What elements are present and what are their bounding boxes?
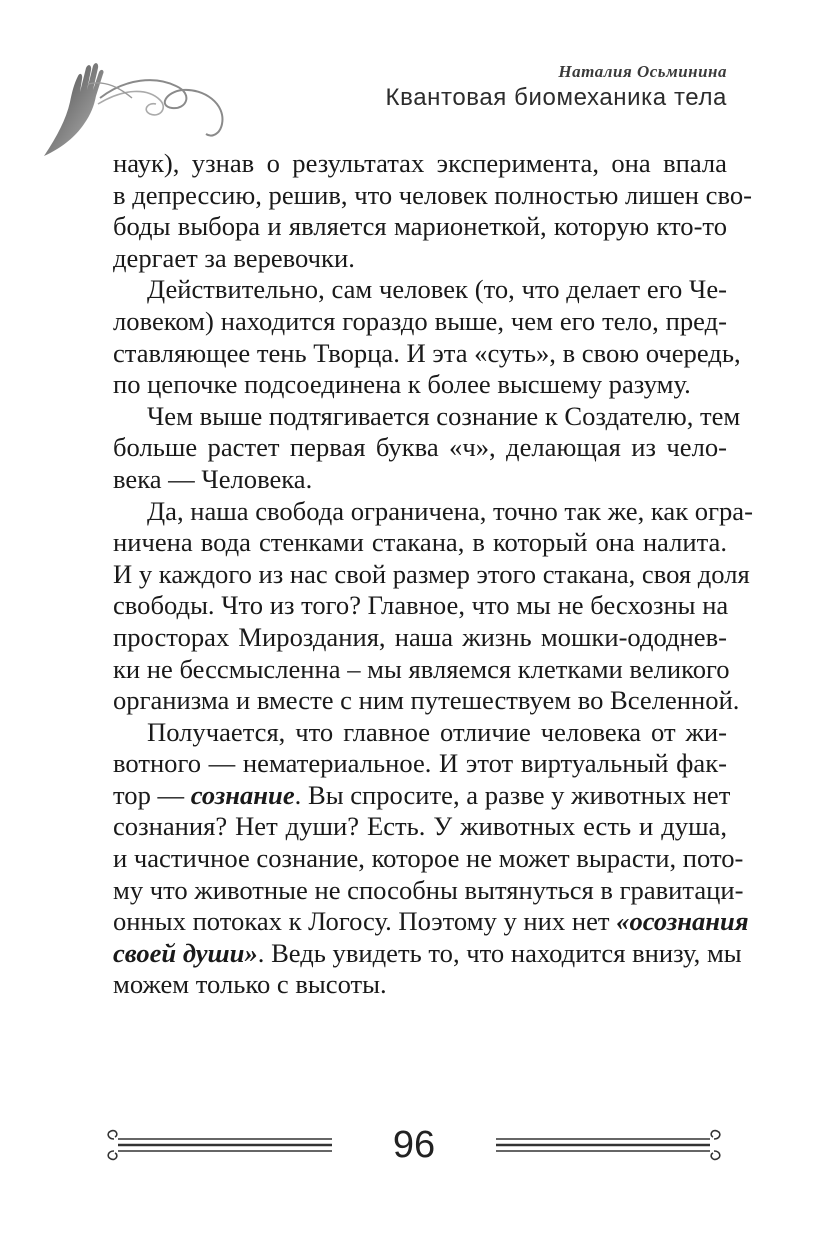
paragraph [113, 495, 753, 717]
text-line: и частичное сознание, которое не может вырасти, пото- [113, 843, 744, 874]
text-line: ки не бессмысленна – мы являемся клетками великого [113, 653, 730, 684]
text-line: ничена вода стенками стакана, в который она налита. [113, 527, 727, 558]
paragraph [113, 274, 741, 400]
text-line: наук), узнав о результатах эксперимента, она впала [113, 148, 727, 178]
page-footer [100, 1120, 728, 1170]
text-line: больше растет первая буква «ч», делающая из чело- [113, 432, 727, 463]
paragraph [113, 400, 741, 496]
text-line: свободы. Что из того? Главное, что мы не бесхозны на [113, 590, 729, 621]
text-line [113, 937, 742, 970]
text-line: вотного — нематериальное. И этот виртуальный фак- [113, 748, 727, 779]
text-line [113, 779, 731, 812]
running-header [386, 62, 727, 112]
text-line: века — Человека. [113, 463, 313, 494]
emphasis-term: своей души» [113, 937, 258, 968]
footer-scroll-ornament-icon [496, 1125, 728, 1165]
text-line: Действительно, сам человек (то, что делает его Че- [147, 274, 727, 305]
text-line: Да, наша свобода ограничена, точно так же, как огра- [147, 495, 753, 526]
text-line: дергает за веревочки. [113, 242, 355, 273]
text-line: И у каждого из нас свой размер этого стакана, своя доля [113, 558, 750, 589]
text-line: му что животные не способны вытянуться в гравитаци- [113, 874, 744, 905]
text-line: боды выбора и является марионеткой, которую кто-то [113, 211, 727, 242]
text-line: можем только с высоты. [113, 969, 387, 1000]
text-line: Получается, что главное отличие человека от жи- [147, 716, 727, 747]
text-line: ставляющее тень Творца. И эта «суть», в свою очередь, [113, 337, 741, 368]
text-run: . Вы спросите, а разве у животных нет [294, 779, 731, 810]
text-line: ловеком) находится гораздо выше, чем его тело, пред- [113, 305, 727, 336]
text-line: Чем выше подтягивается сознание к Создателю, тем [147, 400, 741, 431]
author-name: Наталия Осьминина [558, 62, 727, 81]
paragraph [113, 716, 749, 1001]
text-run: . Ведь увидеть то, что находится внизу, мы [257, 937, 742, 968]
hand-ornament-icon [36, 58, 246, 158]
emphasis-term: «осознания [616, 906, 749, 937]
page-number: 96 [392, 1124, 436, 1166]
paragraph [113, 148, 753, 274]
text-line: организма и вместе с ним путешествуем во Вселенной. [113, 685, 740, 716]
text-line: в депрессию, решив, что человек полностью лишен сво- [113, 179, 753, 210]
footer-scroll-ornament-icon [100, 1125, 332, 1165]
text-line: сознания? Нет души? Есть. У животных есть и душа, [113, 811, 727, 842]
book-title: Квантовая биомеханика тела [385, 84, 727, 111]
emphasis-term: сознание [190, 779, 295, 810]
text-line: по цепочке подсоединена к более высшему разуму. [113, 369, 691, 400]
text-line [113, 906, 749, 938]
page-body [113, 148, 753, 1001]
text-line: просторах Мироздания, наша жизнь мошки-ододнев- [113, 621, 727, 652]
text-run: тор — [113, 779, 191, 810]
text-run: онных потоках к Логосу. Поэтому у них нет [113, 906, 617, 937]
